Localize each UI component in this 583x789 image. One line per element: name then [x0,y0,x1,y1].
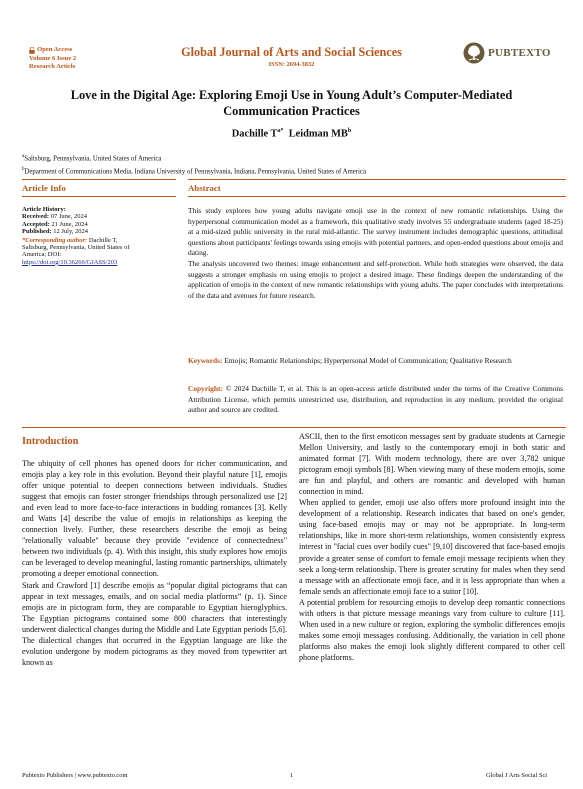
published-date: 12 July, 2024 [53,228,89,236]
divider [22,196,176,197]
received-date: 07 June, 2024 [50,213,87,221]
publisher-logo [463,42,551,64]
article-history: Article History: Received: 07 June, 2024 Accepted: 21 June, 2024 Published: 12 July, 2024 *Corresponding author: Dachille T, Saltsburg, Pennsylvania, United States of America; DOI: https://doi.org/10.36266/GJASS/203 [22,206,130,266]
copyright [188,384,563,416]
accepted-date: 21 June, 2024 [51,220,88,228]
open-access-label: Open Access [37,46,73,53]
body-paragraph: Stark and Crawford [1] describe emojis as “popular digital pictograms that can appear in text messages, emails, and on social media platforms” (p. 1). Since emojis are in pictogram form, they are comparable to Egyptian hieroglyphics. The Egyptian pictograms contained some 800 characters that interestingly underwent dialectical changes during the Middle and Late Egyptian periods [5,6]. The dialectical changes that occurred in the Egyptian language are like the evolution undergone by modern pictograms as they moved from typewriter art known as [22,580,287,667]
body-paragraph: The ubiquity of cell phones has opened doors for richer communication, and emojis play a key role in this evolution. Beyond their playful nature [1], emojis offer unique potential to deepen connections between individuals. Studies suggest that emojis can foster stronger friendships through personalized use [2] and even lead to more face-to-face interactions in budding romances [3]. Kelly and Watts [4] describe the value of emojis in relationships as keeping the connection lively. Further, these researchers describe the emoji as being "relationally valuable" because they provide "evidence of connectedness" between two individuals (p. 4). With this insight, this study explores how emojis can be leveraged to develop meaningful, lasting romantic partnerships, ultimately promoting a deeper emotional connection. [22,459,287,579]
tree-logo-icon [463,42,485,64]
introduction-heading: Introduction [22,436,79,447]
author-2-affil: b [347,128,352,134]
journal-title: Global Journal of Arts and Social Sciences [181,45,402,59]
keywords-text: Emojis; Romantic Relationships; Hyperpersonal Model of Communication; Qualitative Research [224,356,512,365]
page-number: 1 [290,772,294,779]
divider [22,427,566,428]
author-list [0,128,583,139]
divider [22,179,176,180]
title-line-1: Love in the Digital Age: Exploring Emoji Use in Young Adult’s Computer-Mediated [70,88,513,102]
body-column-right [299,431,565,663]
keywords-label: Keywords: [188,356,223,365]
author-1-affil: a* [277,128,284,134]
body-paragraph: A potential problem for resourcing emojis to develop deep romantic connections with others is that picture message meanings vary from culture to culture [11]. When used in a new culture or region, exploring the symbolic differences emojis makes some emoji messages confusing. Additionally, the variation in cell phone platforms also makes the emoji look slightly different compared to other cell phone platforms. [299,597,565,662]
abstract-heading: Abstract [188,183,221,193]
divider [188,179,566,180]
title-line-2: Communication Practices [223,103,360,118]
abstract-paragraph: The analysis uncovered two themes: image enhancement and self-protection. While both strategies were observed, the data suggests a stronger emphasis on using emojis to project a desired image. These findings deepen the understanding of the application of emojis in the context of new romantic relationships with young adults. The paper concludes with interpretations of the data and avenues for future research. [188,258,563,300]
doi-link[interactable]: https://doi.org/10.36266/GJASS/203 [22,258,118,266]
author-1: Dachille T [231,128,278,140]
corresponding-author-text: Dachille T, Saltsburg, Pennsylvania, United States of America; DOI: [22,236,130,259]
affiliation-b: $^b$Department of Communications Media, Indiana University of Pennsylvania, Indiana, Pennsylvania, United States of America [22,167,366,176]
abstract-paragraph: This study explores how young adults navigate emoji use in the context of new romantic relationships. Using the hyperpersonal communication model as a framework, this qualitative study involves 55 undergraduate students (aged 18-25) at a mid-sized public university in the rural mid-atlantic. The survey instrument includes demographic questions, attitudinal questions about participants' feelings towards using emojis with potential partners, and open-ended questions about emojis and dating. [188,206,563,258]
volume-issue: Volume 6 Issue 2 [29,54,77,62]
body-paragraph: When applied to gender, emoji use also offers more profound insight into the development of a relationship. Research indicates that based on one's gender, using face-based emojis may or may not be appropriate. In long-term relationships, like in more short-term relationships, women consistently express interest in "facial cues over bodily cues" [9,10] discovered that face-based emojis provide a greater sense of comfort to female emoji message recipients when they seek a long-term relationship. There is greater scrutiny for males when they send a message with an affectionate emoji face, and it is less appropriate than when a female sends an affectionate emoji face to a suitor [10]. [299,498,565,596]
affiliations [22,152,366,178]
article-type: Research Article [29,63,76,71]
copyright-label: Copyright: [188,384,223,393]
author-2: Leidman MB [288,128,348,140]
abstract-body [188,206,563,301]
footer-publisher: Pubtexto Publishers | www.pubtexto.com [22,772,128,779]
footer-journal: Global J Arts Social Sci [486,772,548,779]
publisher-logo-text: PUBTEXTO [488,47,551,59]
body-paragraph: ASCII, then to the first emoticon messages sent by graduate students at Carnegie Mellon University, and lastly to the contemporary emoji in both static and animated format [7]. With modern technology, there are over 3,782 unique pictogram emoji symbols [8]. When viewing many of these modern emojis, some are fun and playful, and others are romantic and developed with human connection in mind. [299,432,565,497]
copyright-text: © 2024 Dachille T, et al. This is an open-access article distributed under the terms of the Creative Commons Attribution License, which permits unrestricted use, distribution, and reproduction in any medium, provided the original author and source are credited. [188,384,564,415]
article-title [40,88,543,119]
corresponding-author-label: *Corresponding author: [22,236,88,244]
affiliation-a: $^a$Saltsburg, Pennsylvania, United States of America [22,154,162,163]
article-info-heading: Article Info [22,183,66,193]
divider [188,196,566,197]
issn: ISSN: 2694-3832 [268,61,315,68]
history-label: Article History: [22,206,66,213]
body-column-left [22,458,287,668]
keywords [188,356,563,367]
